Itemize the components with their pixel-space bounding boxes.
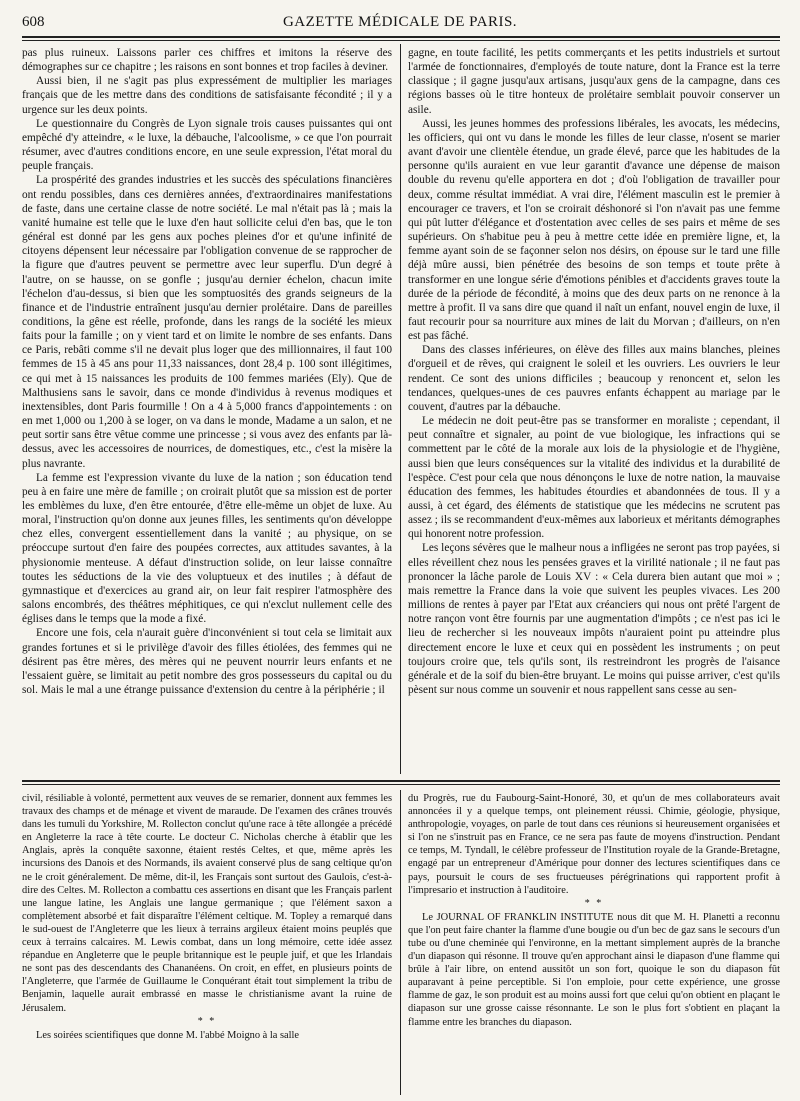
- column-divider: [400, 44, 401, 774]
- paragraph: gagne, en toute facilité, les petits commerçants et les petits industriels et surtout l'armée de fonctionnaires, d'employés de toute nature, dont la France est la terre classique ; il gagne jusqu'aux artisans, jusqu'aux gens de la campagne, dans ces régions basses où le titre honteux de prolétaire semblait pouvoir conserver un asile.: [408, 47, 780, 116]
- paragraph: du Progrès, rue du Faubourg-Saint-Honoré, 30, et qu'un de mes collaborateurs avait annoncées il y a quelque temps, ont pleinement réussi. Chimie, géologie, physique, anthropologie, voyages, on parle de tout dans ces réunions si heureusement organisées et si l'on ne s'instruit pas en France, ce ne sera pas faute de moyens d'instruction. Pendant ce temps, M. Tyndall, le célèbre professeur de l'Institution royale de la Grande-Bretagne, engagé par un entrepreneur d'Amérique pour donner des lectures scientifiques dans ce pays, poursuit le cours de ses fructueuses pérégrinations qui rapportent profit à l'impresario et instruction à l'auditoire.: [408, 793, 780, 896]
- feuilleton-left-column: [22, 792, 392, 1092]
- header-rule: [22, 36, 780, 38]
- feuilleton-right-column: [408, 792, 780, 1092]
- paragraph: pas plus ruineux. Laissons parler ces chiffres et imitons la réserve des démographes sur ce chapitre ; les raisons en sont bonnes et trop faciles à deviner.: [22, 47, 392, 74]
- feuilleton-rule: [22, 780, 780, 782]
- paragraph: Aussi bien, il ne s'agit pas plus expressément de multiplier les mariages français que de les mettre dans des conditions de satisfaisante fécondité ; il y a urgence sur les deux points.: [22, 75, 392, 116]
- section-stars: * *: [584, 897, 604, 909]
- journal-title: GAZETTE MÉDICALE DE PARIS.: [282, 14, 518, 30]
- page-header: [22, 14, 778, 36]
- paragraph: civil, résiliable à volonté, permettent aux veuves de se remarier, donnent aux femmes les travaux des champs et de ménage et vivent de maraude. De l'examen des crânes trouvés dans les tumuli du Yorkshire, M. Rollecton conclut qu'une race à tête allongée a précédé en Angleterre la race à tête courte. Le docteur C. Nicholas cherche à établir que les Anglais, après la conquête saxonne, étaient restés Celtes, et que, même après les incursions des Danois et des Normands, ils avaient conservé plus de sang celtique qu'on ne le croit généralement. De même, dit-il, les Français sont surtout des Gaulois, c'est-à-dire des Celtes. M. Rollecton a combattu ces assertions en disant que les Français parlent une langue latine, les Anglais une langue germanique ; que l'élément saxon a complètement absorbé et fait disparaître l'élément celtique. M. Topley a remarqué dans le sud-ouest de l'Angleterre que les lieux à terrains argileux étaient moins peuplés que ceux à terrains calcaires. M. Lewis combat, dans un long mémoire, cette idée assez répandue en Angleterre que le peuple britannique est le peuple juif, et que les Irlandais ne sont pas des descendants des Chananéens. On croit, en effet, en plusieurs points de l'Angleterre, que l'armée de Guillaume le Conquérant était tout simplement la tribu de Benjamin, laquelle aurait embrassé en masse le christianisme avant la ruine de Jérusalem.: [22, 793, 392, 1014]
- header-rule-thin: [22, 40, 780, 41]
- paragraph: La prospérité des grandes industries et les succès des spéculations financières ont rendu possibles, dans ces dernières années, d'extraordinaires manifestations de faste, dans une certaine classe de notre société. Le mal n'était pas là ; mais la vanité humaine est telle que le luxe d'en haut sollicite celui d'en bas, que le ton général est donné par les gens aux poches pleines d'or et qu'une infinité de citoyens dépensent leur nécessaire par l'obligation convenue de se rapprocher de la figure que d'autres peuvent se permettre avec leur superflu. D'un degré à l'autre, on se hausse, on se gonfle ; jusqu'au dernier échelon, chacun imite l'échelon d'au-dessus, si bien que les somptuosités des grands seigneurs de la finance et de l'industrie entraînent jusqu'au dernier prolétaire. Dans de pareilles conditions, la gêne est réelle, profonde, dans les rangs de la société les mieux faits pour la famille ; on y vient tard et on limite le nombre de ses enfants. Dans ce Paris, rebâti comme s'il ne devait plus loger que des millionnaires, il faut 100 femmes de 15 à 45 ans pour 11,33 naissances, dont 28,4 p. 100 sont illégitimes, ce qui met à 15 naissances les produits de 100 femmes mariées (Ely). Que de Malthusiens sans le savoir, dans ce monde d'individus à revenus modiques et inextensibles, dont Paris fourmille ! On a 4 à 5,000 francs d'appointements : on en met 1,000 ou 1,200 à se loger, on va dans le monde, Madame a un salon, et ne peut sortir sans être vêtue comme une princesse ; si vous avez des enfants par là-dessus, avec les accessoires de nourrices, de domestiques, etc., c'est la misère la plus navrante.: [22, 174, 392, 470]
- paragraph: Le questionnaire du Congrès de Lyon signale trois causes puissantes qui ont empêché d'y atteindre, « le luxe, la débauche, l'alcoolisme, » ce que l'on pourrait résumer, avec d'autres conditions encore, en une seule expression, l'état moral du peuple français.: [22, 117, 392, 173]
- page-number: 608: [22, 14, 45, 30]
- article-right-column: [408, 46, 780, 774]
- section-stars: * *: [197, 1015, 217, 1027]
- article-left-column: [22, 46, 392, 774]
- paragraph: Aussi, les jeunes hommes des professions libérales, les avocats, les médecins, les officiers, qui ont vu dans le monde les filles de leur classe, n'osent se marier avant d'avoir une clientèle étendue, un grade élevé, parce que les habitudes de la personne qu'ils auraient en vue leur garantit d'avance une dépense de maison double du revenu qu'elle apportera en dot ; d'où l'obligation de travailler pour deux, comme résultat immédiat. A vrai dire, l'élément masculin est le premier à encourager ce travers, et l'on se croirait déshonoré si l'on n'avait pas une femme qui pût lutter d'élégance et d'ostentation avec celles de ses pairs et même de ses supérieurs. On s'habitue peu à peu à mettre cette idée en première ligne, et, la femme ayant soin de se façonner selon nos désirs, on épouse sur le tard une fille déjà mûre aussi, bien pénétrée des besoins de son temps et toute prête à transformer en une longue série d'émotions pénibles et d'accidents graves toute la durée de la période de fécondité, à moins que des deux parts on ne renonce à la mettre à profit. Il va sans dire que quand il naît un enfant, nouvel engin de luxe, il faut recourir pour sa nourriture aux mines de lait du Morvan ; d'ailleurs, on n'en est pas fâché.: [408, 117, 780, 343]
- paragraph: Les leçons sévères que le malheur nous a infligées ne seront pas trop payées, si elles réveillent chez nous les pensées graves et la virilité nationale ; il ne faut pas prononcer la lâche parole de Louis XV : « Cela durera bien autant que moi » ; mais remettre la France dans la voie que suivent les peuples vivaces. Les 200 millions de rentes à payer par l'Etat aux créanciers qui nous ont prêté l'argent de notre rançon vont être fournis par une augmentation d'impôts ; ce n'est pas ici le lieu de rechercher si les nouveaux impôts n'auraient point pu atteindre plus directement encore le luxe et ceux qui en possèdent les instruments ; on peut toujours croire que, tels qu'ils sont, ils restreindront les progrès de l'aisance générale et de la soif du bien-être bruyant. Le moins qui puisse arriver, c'est qu'ils pèsent sur nous comme un souvenir et nous rappellent sans cesse au sen-: [408, 542, 780, 697]
- paragraph: Les soirées scientifiques que donne M. l'abbé Moigno à la salle: [36, 1029, 300, 1041]
- paragraph: La femme est l'expression vivante du luxe de la nation ; son éducation tend peu à en faire une mère de famille ; on croirait plutôt que sa mission est de porter les emblèmes du luxe, d'en être entourée, d'être elle-même un objet de luxe. Au moral, l'instruction qu'on donne aux jeunes filles, les sentiments qu'on développe chez elles, convergent essentiellement dans la vanité ; au physique, on se préoccupe surtout d'en faire des poupées correctes, aux attitudes savantes, à la physionomie menteuse. A défaut d'instruction solide, on leur laisse connaître toutes les séductions de la vie des voluptueux et des inutiles ; à défaut de gymnastique et d'exercices au grand air, on leur fait respirer l'atmosphère des salons encombrés, des théâtres méphitiques, ce qui n'exclut nullement celle des églises dans le temps que la mode a fixé.: [22, 471, 392, 626]
- paragraph: Dans des classes inférieures, on élève des filles aux mains blanches, pleines d'orgueil et de rêves, qui craignent le soleil et les ouvriers. Les ouvriers le leur rendent. Ce sont des unions difficiles ; beaucoup y renoncent et, selon les tendances, quelques-unes de ces pauvres enfants échappent au mariage par le couvent, d'autres par la débauche.: [408, 344, 780, 413]
- paragraph: Encore une fois, cela n'aurait guère d'inconvénient si tout cela se limitait aux grandes fortunes et si le privilège d'avoir des filles étiolées, des femmes qui ne désirent pas être mères, des mères qui ne peuvent nourrir leurs enfants et ne l'essaient guère, se limitait au petit nombre des gros possesseurs du capital ou du sol. Mais le mal a une étrange puissance d'extension du centre à la périphérie ; il: [22, 627, 392, 697]
- feuilleton-rule-thin: [22, 784, 780, 785]
- paragraph: Le médecin ne doit peut-être pas se transformer en moraliste ; cependant, il peut connaître et signaler, au point de vue biologique, les infractions qui se commettent par le côté de la morale aux lois de la physiologie et de l'hygiène, aussi bien que leurs conséquences sur la vitalité des individus et la durabilité de l'espèce. C'est pour cela que nous dénonçons le luxe de notre nation, la mauvaise éducation des femmes, les habitudes étourdies et abandonnées de tous. Il y a aussi, à cet égard, des éléments de statistique que les médecins ne scrutent pas assez ; ils se recommandent d'eux-mêmes aux laborieux et méritants démographes qui honorent notre profession.: [408, 415, 780, 541]
- column-divider: [400, 790, 401, 1095]
- paragraph: Le JOURNAL OF FRANKLIN INSTITUTE nous dit que M. H. Planetti a reconnu que l'on peut faire chanter la flamme d'une bougie ou d'un bec de gaz sans le secours d'un tube ou d'une cheminée qui l'environne, en la mettant simplement auprès de la branche d'un diapason qui résonne. Il trouve qu'en approchant ainsi le diapason d'une flamme qui brûle à l'air libre, on entend aussitôt un son fort, quoique le son du diapason fût auparavant à peine perceptible. Si l'on emploie, pour cette expérience, une grosse flamme de gaz, le son produit est au moins aussi fort que celui qu'on obtient en plaçant le diapason sur une grosse caisse résonnante. Le son le plus fort s'obtient en plaçant la flamme entre les branches du diapason.: [408, 911, 780, 1028]
